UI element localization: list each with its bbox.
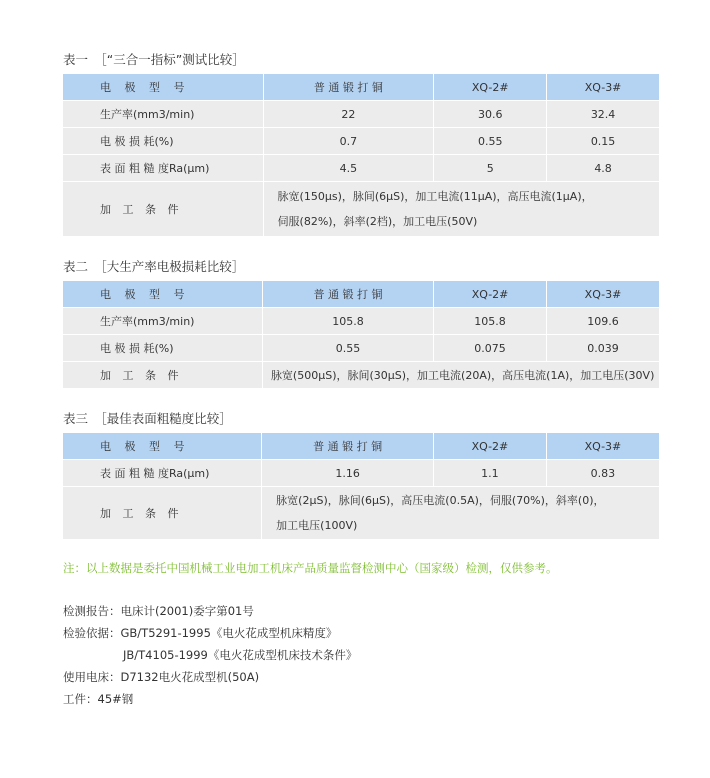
row-label: 电 极 损 耗(%)	[63, 335, 263, 362]
row-label: 加 工 条 件	[63, 487, 262, 540]
table-row-conditions	[63, 487, 659, 540]
row-label: 电 极 损 耗(%)	[63, 128, 264, 155]
cell: 30.6	[434, 101, 547, 128]
row-label: 生产率(mm3/min)	[63, 101, 264, 128]
cell: 0.15	[547, 128, 659, 155]
header-cell: 普 通 锻 打 铜	[263, 281, 434, 308]
cell: 105.8	[434, 308, 547, 335]
table2-caption: 表二 ［大生产率电极损耗比较］	[63, 259, 245, 274]
conditions-line: 脉宽(500μS)，脉间(30μS)，加工电流(20A)，高压电流(1A)，加工电压(30V)	[270, 368, 655, 382]
content	[63, 52, 659, 710]
cell: 4.8	[547, 155, 659, 182]
table3	[63, 433, 659, 540]
table1-caption: 表一 ［“三合一指标”测试比较］	[63, 52, 245, 67]
cell: 32.4	[547, 101, 659, 128]
header-cell: XQ-3#	[547, 74, 659, 101]
cell: 105.8	[263, 308, 434, 335]
cell: 0.075	[434, 335, 547, 362]
conditions-cell	[263, 362, 659, 389]
cell: 1.1	[434, 460, 547, 487]
table-row-conditions	[63, 182, 659, 237]
table-row	[63, 155, 659, 182]
row-label: 表 面 粗 糙 度Ra(μm)	[63, 460, 262, 487]
header-cell: 普 通 锻 打 铜	[262, 433, 434, 460]
header-cell: XQ-2#	[434, 433, 547, 460]
header-cell: 普 通 锻 打 铜	[264, 74, 435, 101]
cell: 1.16	[262, 460, 434, 487]
row-label: 加 工 条 件	[63, 182, 264, 237]
table-row	[63, 308, 659, 335]
conditions-cell	[262, 487, 659, 540]
header-cell: 电 极 型 号	[63, 74, 264, 101]
cell: 0.55	[434, 128, 547, 155]
table-header-row	[63, 433, 659, 460]
row-label: 表 面 粗 糙 度Ra(μm)	[63, 155, 264, 182]
cell: 5	[434, 155, 547, 182]
table2	[63, 281, 659, 389]
row-label: 生产率(mm3/min)	[63, 308, 263, 335]
conditions-line: 脉宽(150μs)，脉间(6μS)，加工电流(11μA)，高压电流(1μA)，	[277, 190, 593, 203]
test-basis-2: JB/T4105-1999《电火花成型机床技术条件》	[123, 648, 358, 662]
test-info	[63, 600, 659, 710]
test-report: 检测报告：电床计(2001)委字第01号	[63, 604, 254, 618]
header-cell: XQ-3#	[547, 433, 659, 460]
cell: 0.83	[547, 460, 659, 487]
cell: 109.6	[547, 308, 659, 335]
table-row	[63, 460, 659, 487]
table1	[63, 74, 659, 237]
conditions-line: 加工电压(100V)	[276, 519, 358, 532]
workpiece: 工件：45#钢	[63, 692, 134, 706]
table-header-row	[63, 281, 659, 308]
machine-used: 使用电床：D7132电火花成型机(50A)	[63, 670, 260, 684]
cell: 0.7	[264, 128, 435, 155]
table-header-row	[63, 74, 659, 101]
cell: 22	[264, 101, 435, 128]
test-basis: 检验依据：GB/T5291-1995《电火花成型机床精度》	[63, 626, 338, 640]
header-cell: 电 极 型 号	[63, 433, 262, 460]
table-row-conditions	[63, 362, 659, 389]
header-cell: XQ-2#	[434, 281, 547, 308]
cell: 0.039	[547, 335, 659, 362]
conditions-line: 脉宽(2μS)，脉间(6μS)，高压电流(0.5A)，伺服(70%)，斜率(0)，	[276, 494, 605, 507]
row-label: 加 工 条 件	[63, 362, 263, 389]
table-row	[63, 335, 659, 362]
header-cell: XQ-2#	[434, 74, 547, 101]
header-cell: 电 极 型 号	[63, 281, 263, 308]
conditions-line: 伺服(82%)，斜率(2档)，加工电压(50V)	[277, 215, 478, 228]
table-row	[63, 101, 659, 128]
table3-caption: 表三 ［最佳表面粗糙度比较］	[63, 411, 232, 426]
note-text: 注：以上数据是委托中国机械工业电加工机床产品质量监督检测中心（国家级）检测，仅供参考。	[63, 561, 558, 575]
cell: 0.55	[263, 335, 434, 362]
table-row	[63, 128, 659, 155]
header-cell: XQ-3#	[547, 281, 659, 308]
conditions-cell	[264, 182, 659, 237]
cell: 4.5	[264, 155, 435, 182]
